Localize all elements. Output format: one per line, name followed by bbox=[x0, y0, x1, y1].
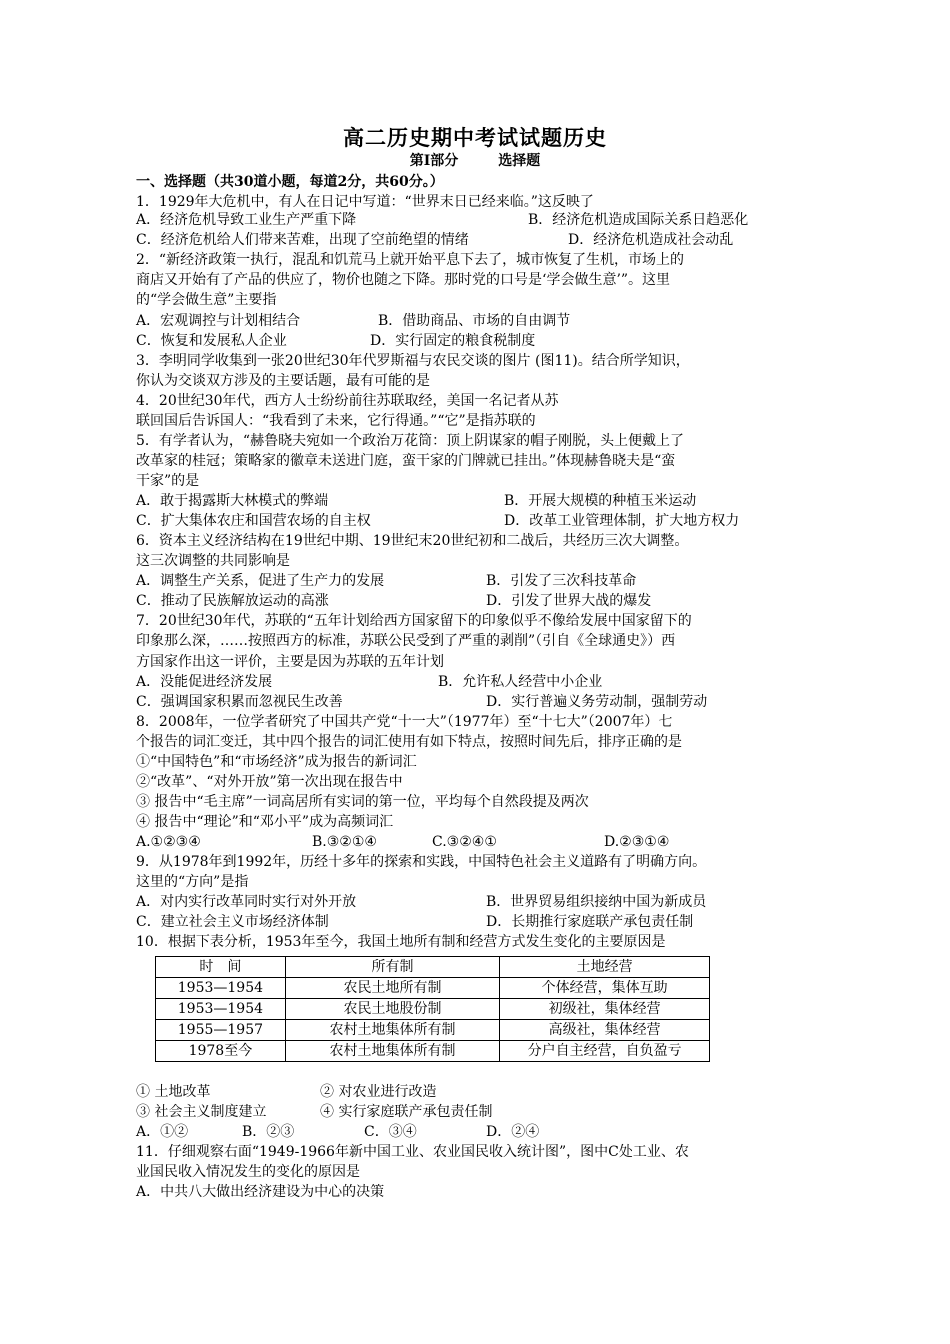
question-line: 9．从1978年到1992年，历经十多年的探索和实践，中国特色社会主义道路有了明确方向。 bbox=[136, 854, 707, 870]
option-line: C．推动了民族解放运动的高涨 D．引发了世界大战的爆发 bbox=[136, 593, 652, 609]
option-line: A．没能促进经济发展 B．允许私人经营中小企业 bbox=[136, 674, 603, 690]
question-line: 这三次调整的共同影响是 bbox=[136, 553, 290, 569]
question-line: ①“中国特色”和“市场经济”成为报告的新词汇 bbox=[136, 754, 417, 770]
option-line: C．经济危机给人们带来苦难，出现了空前绝望的情绪 D．经济危机造成社会动乱 bbox=[136, 232, 734, 248]
question-line: 1．1929年大危机中，有人在日记中写道：“世界末日已经来临。”这反映了 bbox=[136, 194, 594, 210]
table-cell: 1978至今 bbox=[156, 1041, 286, 1062]
option-line: A．调整生产关系，促进了生产力的发展 B．引发了三次科技革命 bbox=[136, 573, 637, 589]
question-line: ③ 报告中“毛主席”一词高居所有实词的第一位，平均每个自然段提及两次 bbox=[136, 794, 589, 810]
question-line: 8．2008年，一位学者研究了中国共产党“十一大”（1977年）至“十七大”（2007年）七 bbox=[136, 714, 673, 730]
question-line: 个报告的词汇变迁，其中四个报告的词汇使用有如下特点，按照时间先后，排序正确的是 bbox=[136, 734, 682, 750]
section-heading: 一、选择题（共30道小题，每道2分，共60分。） bbox=[136, 174, 444, 190]
table-row bbox=[156, 999, 710, 1020]
question-line: 4．20世纪30年代，西方人士纷纷前往苏联取经，美国一名记者从苏 bbox=[136, 393, 559, 409]
question-line: 3．李明同学收集到一张20世纪30年代罗斯福与农民交谈的图片 (图11)。结合所学知识， bbox=[136, 353, 690, 369]
question-line: 这里的“方向”是指 bbox=[136, 874, 249, 890]
question-line: 5．有学者认为，“赫鲁晓夫宛如一个政治万花筒：顶上阴谋家的帽子刚脱，头上便戴上了 bbox=[136, 433, 685, 449]
table-cell: 1955—1957 bbox=[156, 1020, 286, 1041]
table-cell: 农民土地所有制 bbox=[285, 978, 500, 999]
question-line: 印象那么深，……按照西方的标准，苏联公民受到了严重的剥削”（引自《全球通史》）西 bbox=[136, 633, 676, 649]
table-cell: 1953—1954 bbox=[156, 978, 286, 999]
table-row bbox=[156, 1020, 710, 1041]
option-line: A．敢于揭露斯大林模式的弊端 B．开展大规模的种植玉米运动 bbox=[136, 493, 697, 509]
table-row bbox=[156, 978, 710, 999]
table-header-cell: 所有制 bbox=[285, 957, 500, 978]
part-name: 选择题 bbox=[498, 153, 541, 169]
option-line: C．建立社会主义市场经济体制 D．长期推行家庭联产承包责任制 bbox=[136, 914, 694, 930]
option-line: C．恢复和发展私人企业 D．实行固定的粮食税制度 bbox=[136, 333, 536, 349]
option-line: C．强调国家积累而忽视民生改善 D．实行普遍义务劳动制，强制劳动 bbox=[136, 694, 708, 710]
question-line: 6．资本主义经济结构在19世纪中期、19世纪末20世纪初和二战后，共经历三次大调整。 bbox=[136, 533, 689, 549]
question-line: ②“改革”、“对外开放”第一次出现在报告中 bbox=[136, 774, 403, 790]
table-cell: 分户自主经营，自负盈亏 bbox=[500, 1041, 710, 1062]
exam-title: 高二历史期中考试试题历史 bbox=[343, 125, 607, 150]
question-line: 11．仔细观察右面“1949-1966年新中国工业、农业国民收入统计图”，图中C处工业、农 bbox=[136, 1144, 689, 1160]
table-cell: 1953—1954 bbox=[156, 999, 286, 1020]
table-header-row bbox=[156, 957, 710, 978]
option-line: A．宏观调控与计划相结合 B．借助商品、市场的自由调节 bbox=[136, 313, 571, 329]
option-line: ③ 社会主义制度建立 ④ 实行家庭联产承包责任制 bbox=[136, 1104, 493, 1120]
question-line: 联回国后告诉国人：“我看到了未来，它行得通。”“它”是指苏联的 bbox=[136, 413, 536, 429]
part-heading bbox=[0, 150, 950, 170]
question-line: 干家”的是 bbox=[136, 473, 200, 489]
question-line: 的“学会做生意”主要指 bbox=[136, 292, 277, 308]
table-cell: 农民土地股份制 bbox=[285, 999, 500, 1020]
table-cell: 农村土地集体所有制 bbox=[285, 1020, 500, 1041]
land-ownership-table bbox=[155, 956, 710, 1062]
option-line: A．经济危机导致工业生产严重下降 B．经济危机造成国际关系日趋恶化 bbox=[136, 212, 749, 228]
question-line: 方国家作出这一评价，主要是因为苏联的五年计划 bbox=[136, 654, 444, 670]
question-line: 2．“新经济政策一执行，混乱和饥荒马上就开始平息下去了，城市恢复了生机，市场上的 bbox=[136, 252, 685, 268]
part-label: 第Ⅰ部分 bbox=[409, 153, 459, 169]
option-line: A．①② B．②③ C．③④ D．②④ bbox=[136, 1124, 540, 1140]
question-line: 10．根据下表分析，1953年至今，我国土地所有制和经营方式发生变化的主要原因是 bbox=[136, 934, 666, 950]
question-line: 你认为交谈双方涉及的主要话题，最有可能的是 bbox=[136, 373, 430, 389]
question-line: 业国民收入情况发生的变化的原因是 bbox=[136, 1164, 360, 1180]
option-line: A．对内实行改革同时实行对外开放 B．世界贸易组织接纳中国为新成员 bbox=[136, 894, 707, 910]
option-line: ① 土地改革 ② 对农业进行改造 bbox=[136, 1084, 437, 1100]
option-line: A．中共八大做出经济建设为中心的决策 bbox=[136, 1184, 385, 1200]
table-header-cell: 时 间 bbox=[156, 957, 286, 978]
table-cell: 初级社，集体经营 bbox=[500, 999, 710, 1020]
question-line: 改革家的桂冠；策略家的徽章未送进门庭，蛮干家的门牌就已挂出。”体现赫鲁晓夫是“蛮 bbox=[136, 453, 676, 469]
question-line: 7．20世纪30年代，苏联的“五年计划给西方国家留下的印象似乎不像给发展中国家留下的 bbox=[136, 613, 692, 629]
table-row bbox=[156, 1041, 710, 1062]
question-line: ④ 报告中“理论”和“邓小平”成为高频词汇 bbox=[136, 814, 394, 830]
question-line: 商店又开始有了产品的供应了，物价也随之下降。那时党的口号是‘学会做生意’”。这里 bbox=[136, 272, 671, 288]
option-line: C．扩大集体农庄和国营农场的自主权 D．改革工业管理体制，扩大地方权力 bbox=[136, 513, 740, 529]
table-header-cell: 土地经营 bbox=[500, 957, 710, 978]
table-cell: 高级社，集体经营 bbox=[500, 1020, 710, 1041]
table-cell: 个体经营，集体互助 bbox=[500, 978, 710, 999]
table-cell: 农村土地集体所有制 bbox=[285, 1041, 500, 1062]
option-line: A.①②③④ B.③②①④ C.③②④① D.②③①④ bbox=[136, 834, 670, 850]
